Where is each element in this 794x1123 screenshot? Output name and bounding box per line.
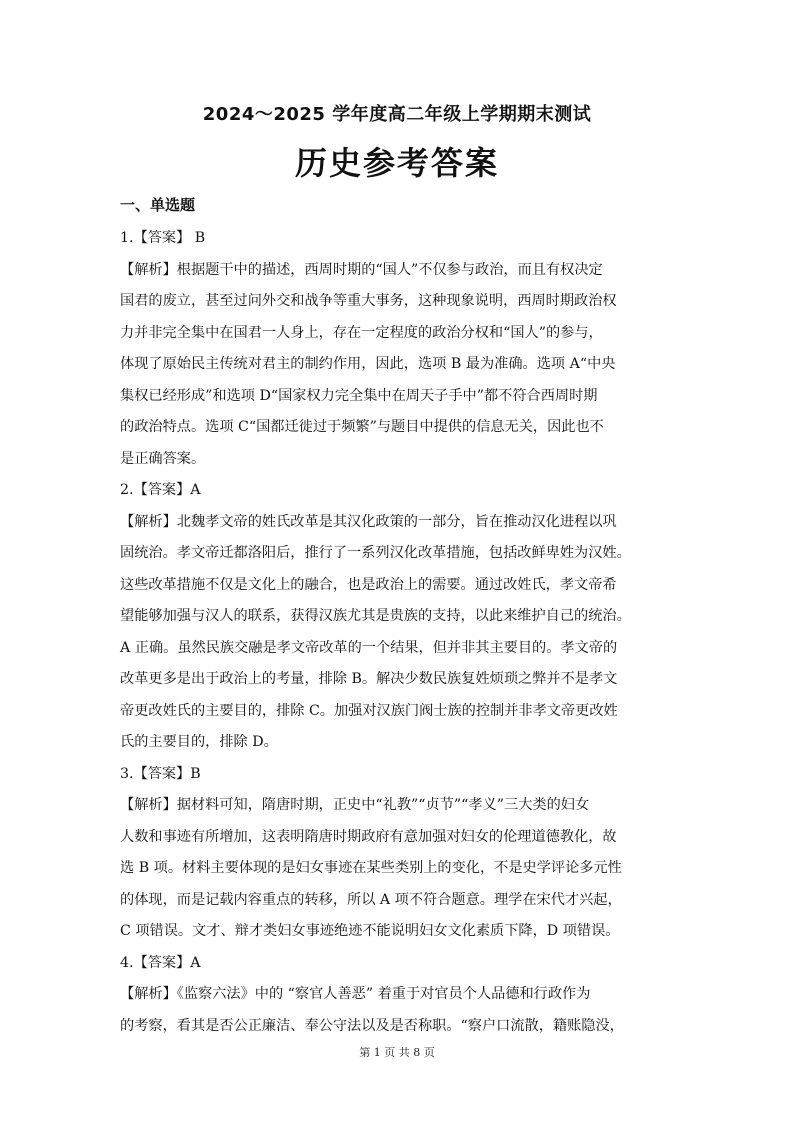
- text-line: 【解析】据材料可知，隋唐时期，正史中“礼教”“贞节”“孝义”三大类的妇女: [120, 797, 590, 813]
- text-line: 集权已经形成”和选项 D“国家权力完全集中在周天子手中”都不符合西周时期: [120, 387, 598, 404]
- document-title: 历史参考答案: [294, 144, 499, 182]
- text-line: 这些改革措施不仅是文化上的融合，也是政治上的需要。通过改姓氏，孝文帝希: [120, 576, 617, 593]
- text-line: 望能够加强与汉人的联系，获得汉族尤其是贵族的支持，以此来维护自己的统治。: [120, 608, 631, 624]
- text-line: 体现了原始民主传统对君主的制约作用，因此，选项 B 最为准确。选项 A“中央: [120, 356, 616, 372]
- page-footer: 第 1 页 共 8 页: [359, 1046, 435, 1059]
- text-line: 帝更改姓氏的主要目的，排除 C。加强对汉族门阀士族的控制并非孝文帝更改姓: [120, 702, 618, 719]
- text-line: 1.【答案】 B: [120, 230, 206, 246]
- text-line: 固统治。孝文帝迁都洛阳后，推行了一系列汉化改革措施，包括改鲜卑姓为汉姓。: [120, 545, 631, 561]
- text-line: 3.【答案】B: [120, 765, 201, 782]
- text-line: 【解析】根据题干中的描述，西周时期的“国人”不仅参与政治，而且有权决定: [120, 261, 603, 278]
- text-line: 的考察，看其是否公正廉洁、奉公守法以及是否称职。“察户口流散，籍账隐没，: [120, 1017, 624, 1034]
- answer-content: [120, 223, 677, 1042]
- text-line: 氏的主要目的，排除 D。: [120, 734, 278, 750]
- text-line: A 正确。虽然民族交融是孝文帝改革的一个结果，但并非其主要目的。孝文帝的: [120, 639, 618, 656]
- text-line: 的政治特点。选项 C“国都迁徙过于频繁”与题目中提供的信息无关，因此也不: [120, 419, 604, 435]
- text-line: 国君的废立，甚至过问外交和战争等重大事务，这种现象说明，西周时期政治权: [120, 293, 617, 309]
- section-heading: 一、单选题: [120, 196, 196, 214]
- text-line: 4.【答案】A: [120, 954, 201, 971]
- text-line: 人数和事迹有所增加，这表明隋唐时期政府有意加强对妇女的伦理道德教化，故: [120, 828, 617, 845]
- text-line: 力并非完全集中在国君一人身上，存在一定程度的政治分权和“国人”的参与，: [120, 324, 603, 341]
- text-line: 改革更多是出于政治上的考量，排除 B。解决少数民族复姓烦琐之弊并不是孝文: [120, 671, 618, 687]
- text-line: 【解析】《监察六法》中的 “察官人善恶” 着重于对官员个人品德和行政作为: [120, 986, 591, 1002]
- text-line: 【解析】北魏孝文帝的姓氏改革是其汉化政策的一部分，旨在推动汉化进程以巩: [120, 513, 617, 530]
- text-line: 的体现，而是记载内容重点的转移，所以 A 项不符合题意。理学在宋代才兴起，: [120, 891, 622, 908]
- text-line: 2.【答案】A: [120, 482, 201, 498]
- text-line: 是正确答案。: [120, 450, 206, 467]
- exam-title: 2024～2025 学年度高二年级上学期期末测试: [202, 104, 592, 125]
- text-line: C 项错误。文才、辩才类妇女事迹绝迹不能说明妇女文化素质下降，D 项错误。: [120, 923, 620, 939]
- text-line: 选 B 项。材料主要体现的是妇女事迹在某些类别上的变化，不是史学评论多元性: [120, 860, 622, 876]
